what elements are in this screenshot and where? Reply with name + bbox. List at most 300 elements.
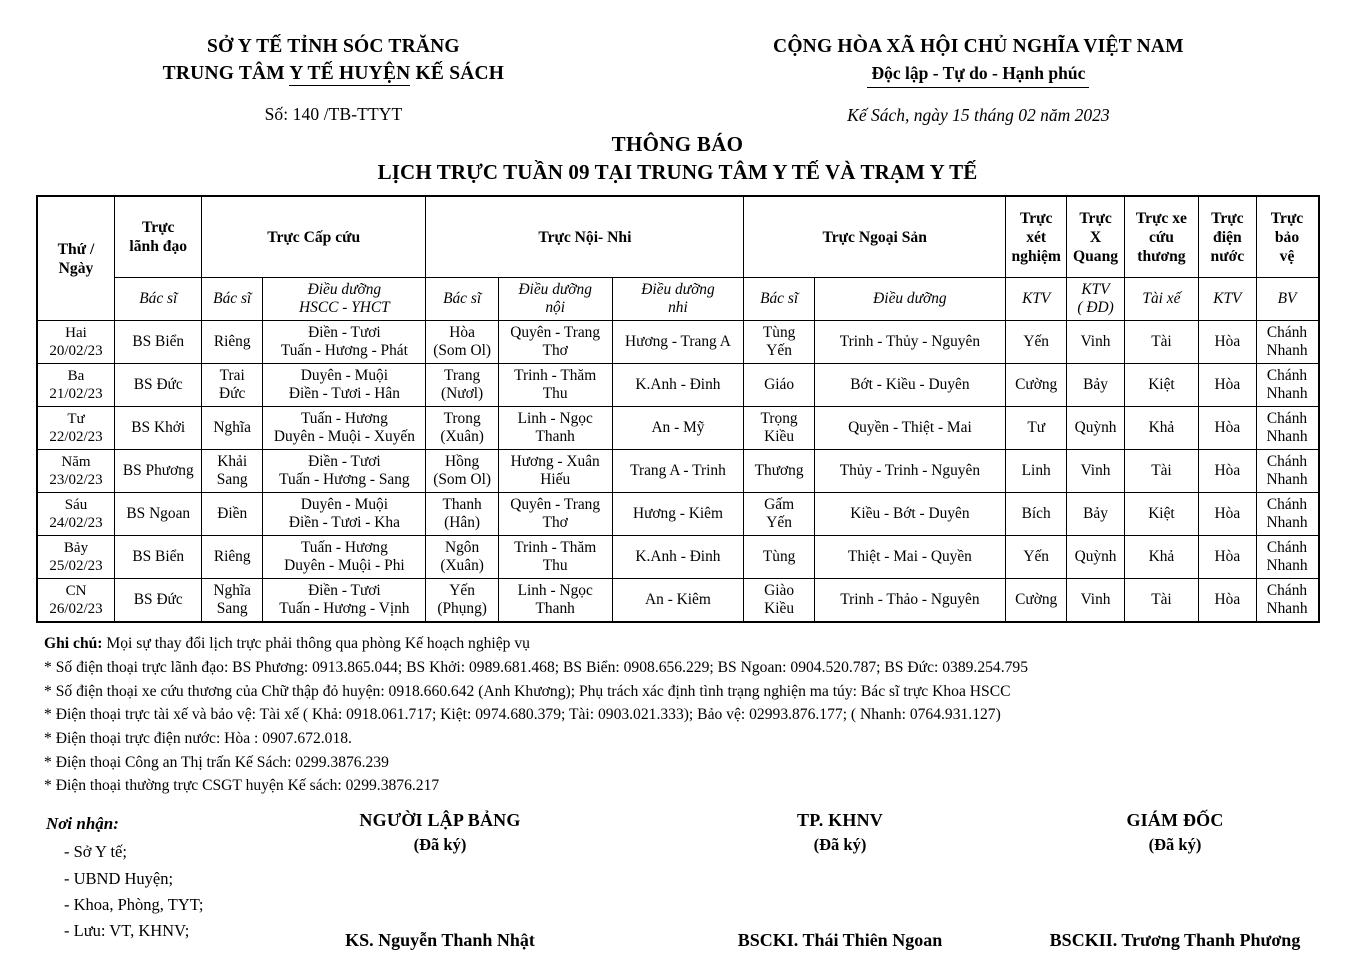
duty-lab-tech-text: Yến (1023, 332, 1050, 350)
duty-day-text: 20/02/23 (49, 343, 103, 360)
duty-lab-tech (1006, 450, 1067, 493)
duty-security-staff-text: Nhanh (1266, 428, 1308, 446)
note-main-line (44, 632, 1355, 656)
duty-emergency-nurse-text: Tuấn - Hương - Vịnh (279, 600, 410, 618)
duty-surgery-doctor-text: Yến (766, 514, 792, 532)
subheader-leader-doctor: Bác sĩ (115, 278, 202, 321)
duty-security-staff-text: Nhanh (1266, 514, 1308, 532)
duty-leader-doctor (115, 493, 202, 536)
duty-security-staff (1256, 364, 1318, 407)
duty-internal-nurse-text: Hương - Xuân (510, 452, 600, 470)
signature-section (0, 810, 1355, 960)
duty-surgery-doctor-text: Tùng (762, 547, 796, 565)
duty-surgery-nurse-text: Quyền - Thiệt - Mai (848, 418, 972, 436)
duty-driver-text: Tài (1151, 590, 1172, 608)
duty-day-text: 24/02/23 (49, 515, 103, 532)
duty-surgery-nurse-text: Trinh - Thủy - Nguyên (839, 332, 981, 350)
signature-role: GIÁM ĐỐC (1126, 810, 1224, 831)
duty-surgery-doctor-text: Trọng (760, 409, 798, 427)
duty-internal-nurse (498, 493, 612, 536)
duty-pediatric-nurse-text: Hương - Kiêm (632, 504, 723, 522)
duty-internal-doctor (426, 493, 498, 536)
duty-day-text: Sáu (64, 496, 88, 513)
duty-emergency-nurse (263, 407, 426, 450)
duty-emergency-nurse-text: Điền - Tươi (308, 323, 381, 341)
signature-role: NGƯỜI LẬP BẢNG (359, 810, 521, 831)
duty-lab-tech (1006, 493, 1067, 536)
notes-block (44, 632, 1355, 798)
duty-xray-tech-text: Vinh (1080, 590, 1111, 608)
duty-xray-tech-text: Quỳnh (1074, 547, 1117, 565)
duty-security-staff (1256, 321, 1318, 364)
duty-internal-nurse-text: Linh - Ngọc (517, 581, 593, 599)
duty-internal-doctor-text: (Som Ol) (433, 342, 491, 360)
duty-day (37, 536, 115, 579)
signature-signed-mark: (Đã ký) (413, 835, 467, 855)
duty-emergency-doctor (202, 493, 263, 536)
duty-day-text: Năm (61, 453, 91, 470)
duty-internal-doctor-text: (Xuân) (440, 428, 484, 446)
province-health-department: SỞ Y TẾ TỈNH SÓC TRĂNG (207, 36, 460, 57)
duty-leader-doctor (115, 321, 202, 364)
duty-internal-doctor-text: (Phụng) (437, 600, 487, 618)
col-header-lab-line1: Trực (1019, 209, 1053, 227)
duty-day (37, 450, 115, 493)
duty-xray-tech (1067, 364, 1124, 407)
duty-utility-tech-text: Hòa (1214, 547, 1241, 565)
duty-driver-text: Tài (1151, 461, 1172, 479)
duty-internal-nurse (498, 364, 612, 407)
district-health-center-prefix: TRUNG TÂM (162, 62, 290, 84)
note-line: * Điện thoại trực điện nước: Hòa : 0907.672.018. (44, 730, 352, 748)
duty-emergency-doctor-text: Riêng (213, 547, 251, 565)
duty-emergency-nurse-text: Duyên - Muội (300, 366, 388, 384)
duty-day (37, 407, 115, 450)
duty-emergency-doctor-text: Nghĩa (213, 581, 252, 599)
duty-day (37, 364, 115, 407)
col-header-day (37, 196, 115, 321)
duty-xray-tech (1067, 321, 1124, 364)
note-line: * Điện thoại Công an Thị trấn Kế Sách: 0299.3876.239 (44, 753, 389, 771)
duty-surgery-doctor-text: Kiều (764, 600, 795, 618)
duty-day-text: 22/02/23 (49, 429, 103, 446)
duty-emergency-nurse-text: Tuấn - Hương (300, 409, 388, 427)
duty-emergency-doctor (202, 407, 263, 450)
duty-xray-tech-text: Vinh (1080, 461, 1111, 479)
note-line: * Điện thoại trực tài xế và bảo vệ: Tài xế ( Khả: 0918.061.717; Kiệt: 0974.680.379; Tài: 0903.021.333); Bảo vệ: 02993.876.177; ( Nhanh: 0764.931.127) (44, 706, 1001, 724)
duty-internal-doctor-text: Yến (449, 581, 475, 599)
duty-internal-doctor-text: Trong (443, 409, 481, 427)
duty-internal-nurse-text: Quyên - Trang (510, 495, 601, 513)
duty-emergency-nurse-text: Tuấn - Hương - Sang (279, 471, 410, 489)
duty-utility-tech (1199, 364, 1256, 407)
duty-emergency-nurse-text: Tuấn - Hương - Phát (280, 342, 408, 360)
duty-internal-nurse (498, 579, 612, 623)
table-row (37, 450, 1319, 493)
duty-emergency-doctor-text: Nghĩa (213, 418, 252, 436)
table-header-group-row (37, 196, 1319, 278)
subheader-emergency-nurse-line2: HSCC - YHCT (299, 299, 390, 317)
duty-day (37, 321, 115, 364)
duty-leader-doctor-text: BS Khởi (131, 418, 186, 436)
duty-surgery-nurse (814, 579, 1005, 623)
duty-surgery-doctor (744, 321, 814, 364)
table-row (37, 493, 1319, 536)
duty-surgery-nurse (814, 493, 1005, 536)
duty-surgery-nurse-text: Thiệt - Mai - Quyền (847, 547, 972, 565)
duty-lab-tech (1006, 536, 1067, 579)
duty-surgery-doctor-text: Giào (764, 581, 795, 599)
col-header-utility-duty (1199, 196, 1256, 278)
recipients-block (46, 810, 204, 945)
col-header-emergency-duty: Trực Cấp cứu (202, 196, 426, 278)
duty-emergency-nurse (263, 364, 426, 407)
col-header-ambulance-line3: thương (1137, 247, 1186, 265)
duty-internal-doctor-text: Hòa (449, 323, 475, 341)
duty-lab-tech-text: Tư (1027, 418, 1046, 436)
duty-leader-doctor (115, 364, 202, 407)
subheader-utility-tech: KTV (1199, 278, 1256, 321)
duty-emergency-doctor-text: Khải (217, 452, 248, 470)
duty-leader-doctor-text: BS Biển (132, 547, 185, 565)
duty-xray-tech (1067, 579, 1124, 623)
duty-internal-nurse-text: Thanh (535, 428, 575, 446)
duty-security-staff-text: Nhanh (1266, 557, 1308, 575)
duty-leader-doctor (115, 450, 202, 493)
notes-main-text: Mọi sự thay đổi lịch trực phải thông qua phòng Kế hoạch nghiệp vụ (102, 635, 530, 653)
col-header-leader-line2: lãnh đạo (129, 238, 188, 256)
duty-internal-nurse-text: Thơ (542, 514, 568, 532)
recipients-list (46, 839, 204, 945)
duty-security-staff (1256, 407, 1318, 450)
duty-leader-doctor (115, 536, 202, 579)
table-row (37, 536, 1319, 579)
subheader-pediatric-nurse-line1: Điều dưỡng (641, 280, 715, 298)
duty-pediatric-nurse (612, 536, 744, 579)
document-title-block (0, 132, 1355, 185)
col-header-ambulance-line2: cứu (1148, 228, 1174, 246)
table-header-sub-row (37, 278, 1319, 321)
duty-surgery-doctor-text: Tùng (762, 323, 796, 341)
signature-signed-mark: (Đã ký) (813, 835, 867, 855)
duty-security-staff (1256, 493, 1318, 536)
district-health-center-suffix: KẾ SÁCH (410, 62, 505, 84)
district-health-center-underlined: Y TẾ HUYỆN (289, 62, 411, 84)
signature-column (280, 810, 600, 951)
duty-schedule-table (36, 195, 1320, 623)
duty-utility-tech-text: Hòa (1214, 590, 1241, 608)
recipient-item: - Lưu: VT, KHNV; (64, 921, 190, 941)
table-row (37, 321, 1319, 364)
subheader-lab-tech: KTV (1006, 278, 1067, 321)
duty-surgery-nurse (814, 536, 1005, 579)
duty-emergency-nurse-text: Điền - Tươi - Hân (288, 385, 400, 403)
table-row (37, 407, 1319, 450)
recipients-title: Nơi nhận: (46, 814, 119, 834)
duty-driver (1124, 579, 1198, 623)
subheader-internal-nurse-line1: Điều dưỡng (518, 280, 592, 298)
duty-emergency-nurse (263, 536, 426, 579)
duty-surgery-nurse (814, 407, 1005, 450)
duty-day-text: Hai (65, 324, 87, 341)
duty-security-staff (1256, 450, 1318, 493)
signature-role: TP. KHNV (797, 810, 883, 831)
col-header-utility-line1: Trực (1211, 209, 1244, 227)
duty-surgery-doctor-text: Giáo (764, 375, 795, 393)
duty-internal-nurse-text: Thu (542, 557, 568, 575)
col-header-security-duty (1256, 196, 1318, 278)
duty-internal-nurse-text: Thu (542, 385, 568, 403)
duty-surgery-doctor (744, 364, 814, 407)
duty-emergency-nurse-text: Duyên - Muội - Phi (284, 557, 405, 575)
col-header-utility-line2: điện (1213, 228, 1242, 246)
duty-pediatric-nurse-text: An - Mỹ (651, 418, 705, 436)
duty-surgery-doctor-text: Kiều (764, 428, 795, 446)
subheader-pediatric-nurse-line2: nhi (668, 299, 688, 317)
duty-driver (1124, 450, 1198, 493)
duty-utility-tech-text: Hòa (1214, 418, 1241, 436)
signature-name: BSCKII. Trương Thanh Phương (1049, 930, 1301, 951)
subheader-internal-nurse-line2: nội (545, 299, 566, 317)
signature-name: KS. Nguyễn Thanh Nhật (345, 930, 535, 951)
col-header-lab-duty (1006, 196, 1067, 278)
duty-emergency-doctor (202, 321, 263, 364)
note-line: * Số điện thoại trực lãnh đạo: BS Phương: 0913.865.044; BS Khởi: 0989.681.468; BS Biển: 0908.656.229; BS Ngoan: 0904.520.787; BS Đức: 0389.254.795 (44, 658, 1028, 676)
duty-lab-tech (1006, 579, 1067, 623)
subheader-emergency-nurse-line1: Điều dưỡng (307, 280, 382, 298)
duty-utility-tech (1199, 579, 1256, 623)
duty-internal-doctor (426, 407, 498, 450)
col-header-lab-line2: xét (1026, 228, 1047, 246)
duty-internal-nurse-text: Trinh - Thăm (514, 538, 597, 556)
duty-day-text: CN (65, 582, 87, 599)
duty-internal-doctor (426, 579, 498, 623)
duty-pediatric-nurse-text: K.Anh - Đinh (635, 375, 721, 393)
duty-internal-nurse-text: Thanh (535, 600, 575, 618)
duty-emergency-doctor-text: Sang (216, 600, 248, 618)
duty-xray-tech (1067, 450, 1124, 493)
duty-surgery-doctor (744, 493, 814, 536)
duty-surgery-nurse-text: Kiều - Bớt - Duyên (850, 504, 970, 522)
col-header-xray-duty (1067, 196, 1124, 278)
subheader-xray-tech-line1: KTV (1081, 280, 1110, 298)
duty-surgery-nurse-text: Trinh - Thảo - Nguyên (840, 590, 980, 608)
duty-pediatric-nurse-text: Trang A - Trinh (630, 461, 726, 479)
duty-security-staff-text: Chánh (1266, 323, 1308, 341)
duty-pediatric-nurse-text: K.Anh - Đinh (635, 547, 721, 565)
recipient-item: - Sở Y tế; (64, 842, 127, 862)
duty-emergency-doctor (202, 450, 263, 493)
duty-internal-doctor (426, 321, 498, 364)
duty-surgery-nurse-text: Thủy - Trinh - Nguyên (839, 461, 981, 479)
col-header-xray-line1: Trực (1079, 209, 1112, 227)
duty-internal-doctor (426, 536, 498, 579)
duty-security-staff-text: Chánh (1266, 366, 1308, 384)
district-health-center (163, 61, 505, 88)
duty-pediatric-nurse (612, 493, 744, 536)
duty-lab-tech (1006, 407, 1067, 450)
duty-security-staff-text: Nhanh (1266, 471, 1308, 489)
national-heading-block (637, 34, 1355, 126)
note-line: * Số điện thoại xe cứu thương của Chữ thập đỏ huyện: 0918.660.642 (Anh Khương); Phụ trách xác định tình trạng nghiện ma túy: Bác sĩ trực Khoa HSCC (44, 682, 1011, 700)
duty-lab-tech (1006, 364, 1067, 407)
duty-xray-tech-text: Quỳnh (1074, 418, 1117, 436)
subheader-xray-tech (1067, 278, 1124, 321)
duty-driver-text: Tài (1151, 332, 1172, 350)
duty-surgery-nurse (814, 321, 1005, 364)
duty-utility-tech (1199, 321, 1256, 364)
duty-utility-tech (1199, 450, 1256, 493)
col-header-leader-line1: Trực (142, 219, 175, 237)
note-line: * Điện thoại thường trực CSGT huyện Kế sách: 0299.3876.217 (44, 777, 440, 795)
col-header-xray-line3: Quang (1073, 247, 1119, 265)
duty-security-staff-text: Chánh (1266, 452, 1308, 470)
duty-day-text: 26/02/23 (49, 601, 103, 618)
subheader-emergency-doctor: Bác sĩ (202, 278, 263, 321)
duty-leader-doctor-text: BS Ngoan (126, 504, 191, 522)
duty-surgery-doctor-text: Yến (766, 342, 792, 360)
duty-driver (1124, 321, 1198, 364)
duty-lab-tech (1006, 321, 1067, 364)
duty-emergency-nurse-text: Điền - Tươi (308, 452, 381, 470)
duty-utility-tech (1199, 536, 1256, 579)
duty-day-text: 21/02/23 (49, 386, 103, 403)
duty-internal-doctor-text: (Hân) (444, 514, 481, 532)
duty-leader-doctor-text: BS Phương (122, 461, 194, 479)
duty-pediatric-nurse (612, 450, 744, 493)
col-header-ambulance-line1: Trực xe (1135, 209, 1187, 227)
duty-day-text: Bảy (63, 539, 89, 556)
subheader-xray-tech-line2: ( ĐD) (1077, 299, 1114, 317)
duty-internal-nurse-text: Trinh - Thăm (514, 366, 597, 384)
duty-surgery-nurse (814, 450, 1005, 493)
duty-utility-tech (1199, 493, 1256, 536)
duty-pediatric-nurse-text: An - Kiêm (645, 590, 711, 608)
duty-emergency-doctor (202, 536, 263, 579)
duty-security-staff-text: Chánh (1266, 581, 1308, 599)
duty-pediatric-nurse (612, 407, 744, 450)
duty-pediatric-nurse (612, 321, 744, 364)
duty-utility-tech-text: Hòa (1214, 461, 1241, 479)
signature-signed-mark: (Đã ký) (1148, 835, 1202, 855)
duty-day-text: Ba (67, 367, 85, 384)
col-header-surgery-obstetrics-duty: Trực Ngoại Sản (744, 196, 1006, 278)
duty-security-staff-text: Chánh (1266, 495, 1308, 513)
col-header-security-line1: Trực (1270, 209, 1304, 227)
duty-security-staff-text: Nhanh (1266, 342, 1308, 360)
subheader-surgery-nurse: Điều dưỡng (814, 278, 1005, 321)
duty-utility-tech (1199, 407, 1256, 450)
duty-utility-tech-text: Hòa (1214, 332, 1241, 350)
schedule-table-container (36, 195, 1320, 623)
signature-column (680, 810, 1000, 951)
signature-column (1010, 810, 1340, 951)
duty-surgery-doctor (744, 450, 814, 493)
col-header-utility-line3: nước (1210, 247, 1245, 265)
col-header-day-line1: Thứ / (57, 240, 95, 258)
duty-emergency-nurse-text: Duyên - Muội (300, 495, 388, 513)
subheader-internal-nurse (498, 278, 612, 321)
duty-security-staff (1256, 536, 1318, 579)
duty-utility-tech-text: Hòa (1214, 375, 1241, 393)
place-and-date: Kế Sách, ngày 15 tháng 02 năm 2023 (847, 105, 1110, 126)
duty-internal-nurse (498, 536, 612, 579)
duty-internal-doctor-text: Thanh (442, 495, 482, 513)
table-row (37, 364, 1319, 407)
duty-utility-tech-text: Hòa (1214, 504, 1241, 522)
duty-emergency-doctor-text: Riêng (213, 332, 251, 350)
duty-leader-doctor-text: BS Đức (133, 375, 183, 393)
duty-xray-tech-text: Bảy (1083, 504, 1108, 522)
note-lines (44, 656, 1355, 798)
duty-pediatric-nurse (612, 364, 744, 407)
country-name: CỘNG HÒA XÃ HỘI CHỦ NGHĨA VIỆT NAM (773, 36, 1184, 57)
duty-emergency-doctor-text: Đức (219, 385, 246, 403)
duty-surgery-nurse-text: Bớt - Kiều - Duyên (850, 375, 970, 393)
duty-security-staff-text: Chánh (1266, 538, 1308, 556)
duty-pediatric-nurse (612, 579, 744, 623)
duty-emergency-nurse-text: Điền - Tươi - Kha (288, 514, 400, 532)
duty-leader-doctor (115, 407, 202, 450)
duty-surgery-nurse (814, 364, 1005, 407)
duty-pediatric-nurse-text: Hương - Trang A (625, 332, 731, 350)
col-header-day-line2: Ngày (58, 259, 94, 277)
table-header (37, 196, 1319, 321)
duty-emergency-doctor (202, 579, 263, 623)
duty-internal-nurse-text: Hiếu (540, 471, 571, 489)
duty-xray-tech (1067, 407, 1124, 450)
duty-lab-tech-text: Cường (1015, 375, 1058, 393)
duty-internal-nurse (498, 407, 612, 450)
duty-internal-doctor-text: (Xuân) (440, 557, 484, 575)
duty-surgery-doctor-text: Gấm (764, 495, 795, 513)
col-header-internal-pediatric-duty: Trực Nội- Nhi (426, 196, 744, 278)
subheader-emergency-nurse (263, 278, 426, 321)
duty-day-text: 23/02/23 (49, 472, 103, 489)
subheader-internal-doctor: Bác sĩ (426, 278, 498, 321)
duty-security-staff-text: Nhanh (1266, 385, 1308, 403)
duty-driver-text: Khả (1148, 418, 1175, 436)
duty-internal-nurse (498, 321, 612, 364)
duty-surgery-doctor (744, 536, 814, 579)
duty-surgery-doctor (744, 579, 814, 623)
duty-leader-doctor-text: BS Đức (133, 590, 183, 608)
duty-emergency-doctor (202, 364, 263, 407)
duty-day-text: Tư (67, 410, 85, 427)
announcement-label: THÔNG BÁO (611, 132, 744, 157)
duty-leader-doctor (115, 579, 202, 623)
duty-lab-tech-text: Linh (1021, 461, 1051, 479)
duty-emergency-doctor-text: Điền (217, 504, 248, 522)
duty-day (37, 493, 115, 536)
table-row (37, 579, 1319, 623)
duty-leader-doctor-text: BS Biển (132, 332, 185, 350)
duty-internal-doctor-text: (Som Ol) (433, 471, 491, 489)
duty-internal-nurse (498, 450, 612, 493)
duty-xray-tech-text: Bảy (1083, 375, 1108, 393)
col-header-leader-duty (115, 196, 202, 278)
subheader-driver: Tài xế (1124, 278, 1198, 321)
table-body (37, 321, 1319, 623)
col-header-xray-line2: X (1089, 228, 1102, 246)
col-header-security-line3: vệ (1279, 247, 1295, 265)
duty-driver-text: Kiệt (1148, 504, 1175, 522)
duty-lab-tech-text: Bích (1021, 504, 1051, 522)
duty-internal-doctor-text: Ngôn (445, 538, 480, 556)
recipient-item: - UBND Huyện; (64, 868, 174, 888)
duty-internal-doctor (426, 450, 498, 493)
duty-lab-tech-text: Cường (1015, 590, 1058, 608)
